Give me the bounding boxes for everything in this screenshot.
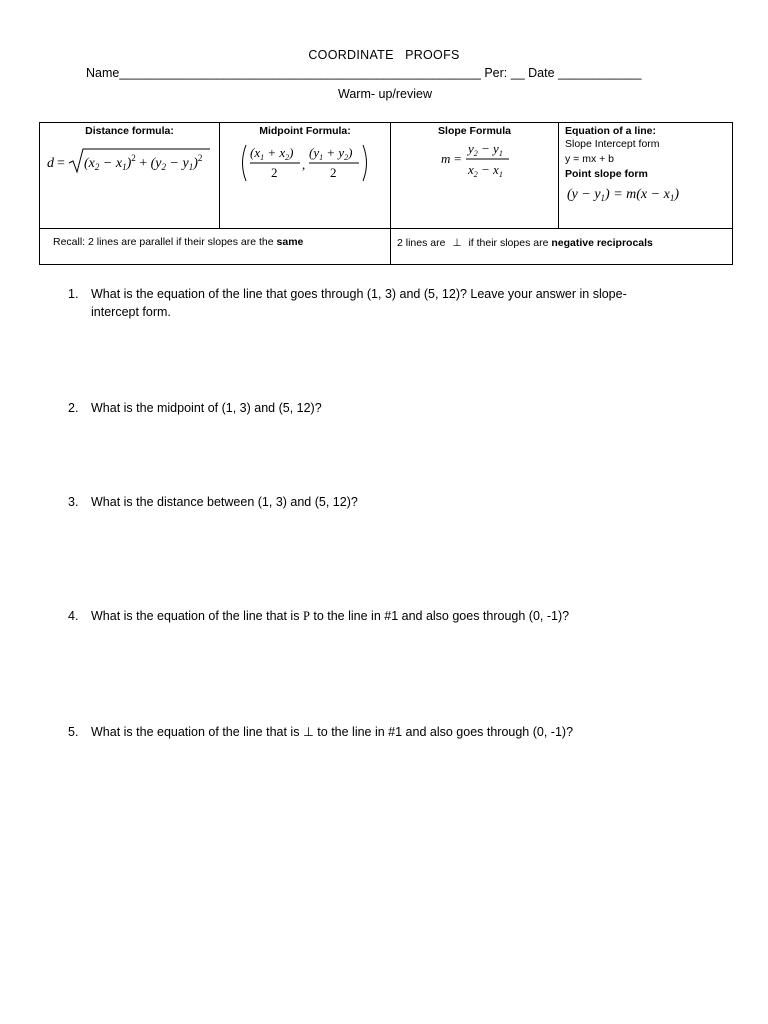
warmup-subtitle: Warm- up/review xyxy=(338,87,432,101)
perpendicular-text-middle: if their slopes are xyxy=(468,237,552,249)
question-number: 4. xyxy=(68,609,79,623)
svg-text:(y1 + y2): $(y_1 + y_2)$ xyxy=(309,145,353,162)
parallel-recall-text: Recall: 2 lines are parallel if their slopes are the xyxy=(53,236,277,248)
question-number: 2. xyxy=(68,401,79,415)
svg-text:y2 − y1: $y_2 - y_1$ xyxy=(468,141,503,158)
parallel-recall-emphasis: same xyxy=(276,236,304,248)
equation-of-line-cell xyxy=(559,123,733,229)
question-3 xyxy=(68,493,688,511)
question-text: What is the midpoint of (1, 3) and (5, 12)? xyxy=(91,401,322,415)
question-number: 3. xyxy=(68,495,79,509)
date-blank: ____________ xyxy=(558,66,642,80)
svg-text:2: 2 xyxy=(330,165,337,180)
point-slope-equation xyxy=(559,182,729,204)
perpendicular-symbol: ⊥ xyxy=(302,724,314,739)
slope-formula-equation xyxy=(391,138,557,182)
name-label: Name xyxy=(86,66,120,80)
slope-formula-label: Slope Formula xyxy=(438,125,511,137)
svg-text:x2 − x1: $x_2 - x_1$ xyxy=(468,162,503,179)
midpoint-formula-cell xyxy=(220,123,391,229)
question-4 xyxy=(68,607,688,625)
slope-intercept-equation: y = mx + b xyxy=(565,153,615,165)
svg-text:2: 2 xyxy=(271,165,278,180)
question-number: 1. xyxy=(68,287,79,301)
slope-formula-cell xyxy=(391,123,559,229)
parallel-recall-cell xyxy=(40,229,391,265)
svg-text:=: = xyxy=(57,156,65,171)
svg-text:(y − y1) = m(x − x1): $(y - y_1) = m(x - x_1)$ xyxy=(567,187,679,203)
question-text: What is the equation of the line that goes through (1, 3) and (5, 12)? Leave your answer in slope-intercept form. xyxy=(91,287,627,319)
perpendicular-text-prefix: 2 lines are xyxy=(397,237,446,249)
slope-intercept-label: Slope Intercept form xyxy=(565,138,660,150)
svg-text:m: m xyxy=(441,151,451,166)
midpoint-formula-label: Midpoint Formula: xyxy=(259,125,351,137)
parallel-symbol: P xyxy=(302,609,310,623)
perpendicular-symbol: ⊥ xyxy=(452,237,462,249)
question-text: What is the distance between (1, 3) and (5, 12)? xyxy=(91,495,358,509)
date-label: Date xyxy=(528,66,555,80)
distance-formula-label: Distance formula: xyxy=(85,125,174,137)
svg-text:(x1 + x2): $(x_1 + x_2)$ xyxy=(250,145,294,162)
question-2 xyxy=(68,399,688,417)
question-text: What is the equation of the line that is ⊥ to the line in #1 and also goes through (0, -1)? xyxy=(91,724,574,739)
equation-of-line-label: Equation of a line: xyxy=(565,125,656,137)
svg-text:=: = xyxy=(454,151,462,166)
question-5 xyxy=(68,723,688,741)
question-1 xyxy=(68,285,688,321)
name-per-date-line xyxy=(86,66,696,80)
name-blank: ____________________________________________________ xyxy=(119,66,481,80)
svg-text:(x2 − x1)2 + (y2 − y1)2: $(x_2 - x_1)^2 + (y_2 - y_1)^2$ xyxy=(84,153,203,172)
distance-formula-equation xyxy=(40,141,218,181)
midpoint-formula-equation xyxy=(220,139,389,191)
question-text: What is the equation of the line that is P to the line in #1 and also goes through (0, -1)? xyxy=(91,609,570,623)
svg-text:d: d xyxy=(47,156,54,171)
per-label: Per: xyxy=(484,66,508,80)
svg-text:,: , xyxy=(302,157,306,172)
perpendicular-cell xyxy=(391,229,733,265)
per-blank: __ xyxy=(510,66,525,80)
point-slope-label: Point slope form xyxy=(565,168,648,180)
page-title: COORDINATE PROOFS xyxy=(308,48,460,62)
perpendicular-emphasis: negative reciprocals xyxy=(551,237,653,249)
distance-formula-cell xyxy=(40,123,220,229)
formula-table xyxy=(39,122,733,265)
question-number: 5. xyxy=(68,725,79,739)
